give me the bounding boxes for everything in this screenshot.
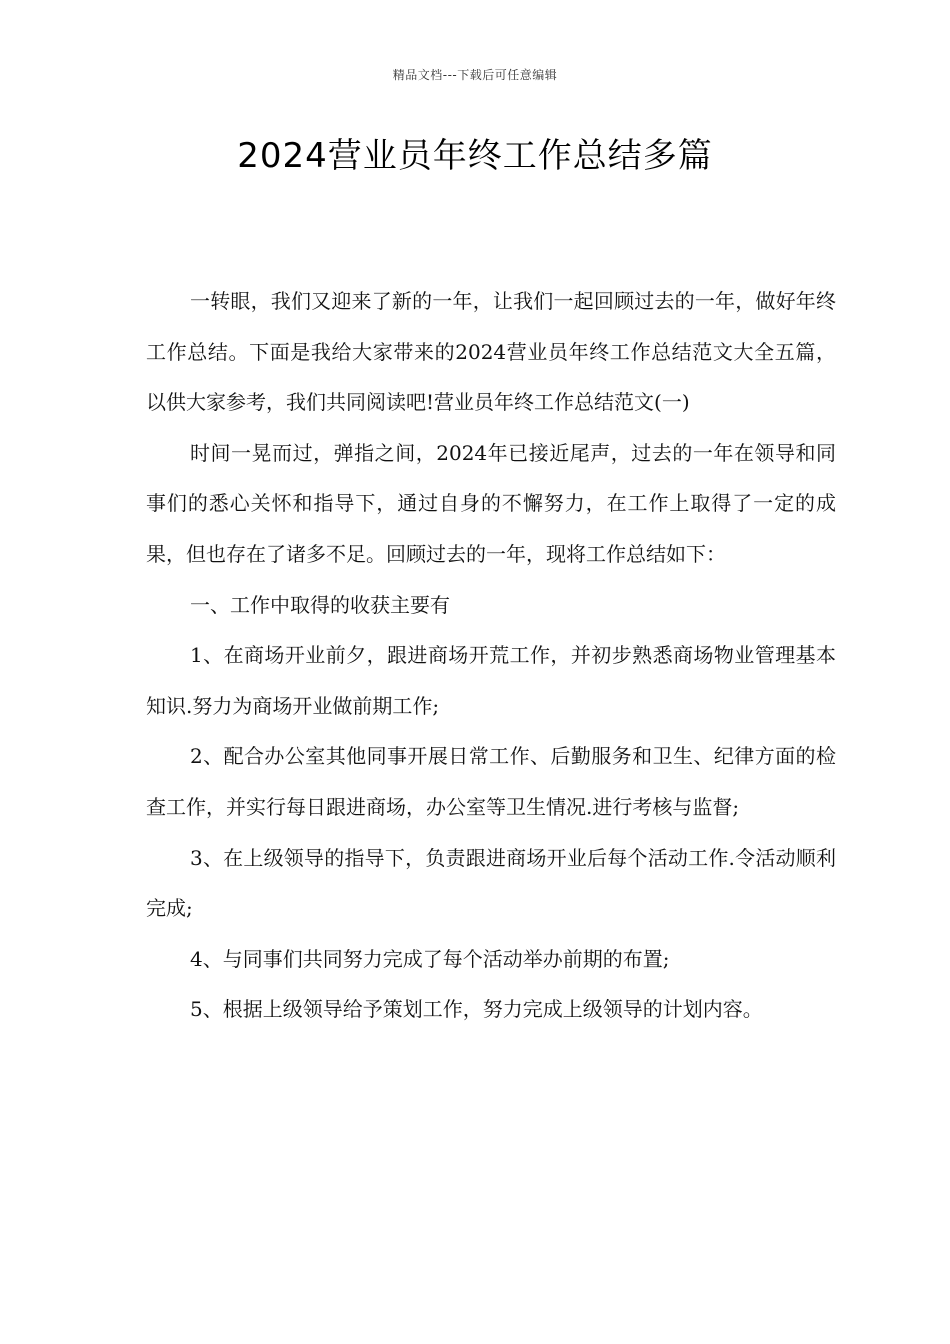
document-body bbox=[146, 276, 836, 1035]
section-heading: 一、工作中取得的收获主要有 bbox=[190, 592, 450, 617]
intro-paragraph: 一转眼，我们又迎来了新的一年，让我们一起回顾过去的一年，做好年终工作总结。下面是我给大家带来的2024营业员年终工作总结范文大全五篇，以供大家参考，我们共同阅读吧!营业员年终工作总结范文(一) bbox=[146, 289, 836, 415]
summary-paragraph: 时间一晃而过，弹指之间，2024年已接近尾声，过去的一年在领导和同事们的悉心关怀和指导下，通过自身的不懈努力，在工作上取得了一定的成果，但也存在了诸多不足。回顾过去的一年，现将工作总结如下： bbox=[146, 440, 836, 566]
document-title: 2024营业员年终工作总结多篇 bbox=[237, 136, 713, 176]
list-item: 4、与同事们共同努力完成了每个活动举办前期的布置; bbox=[190, 946, 670, 971]
list-item: 5、根据上级领导给予策划工作，努力完成上级领导的计划内容。 bbox=[190, 997, 763, 1022]
header-note: 精品文档---下载后可任意编辑 bbox=[392, 68, 558, 82]
list-item: 3、在上级领导的指导下，负责跟进商场开业后每个活动工作.令活动顺利完成; bbox=[146, 845, 836, 921]
list-item: 2、配合办公室其他同事开展日常工作、后勤服务和卫生、纪律方面的检查工作，并实行每日跟进商场，办公室等卫生情况.进行考核与监督; bbox=[146, 744, 836, 819]
list-item: 1、在商场开业前夕，跟进商场开荒工作，并初步熟悉商场物业管理基本知识.努力为商场开业做前期工作; bbox=[146, 643, 836, 718]
